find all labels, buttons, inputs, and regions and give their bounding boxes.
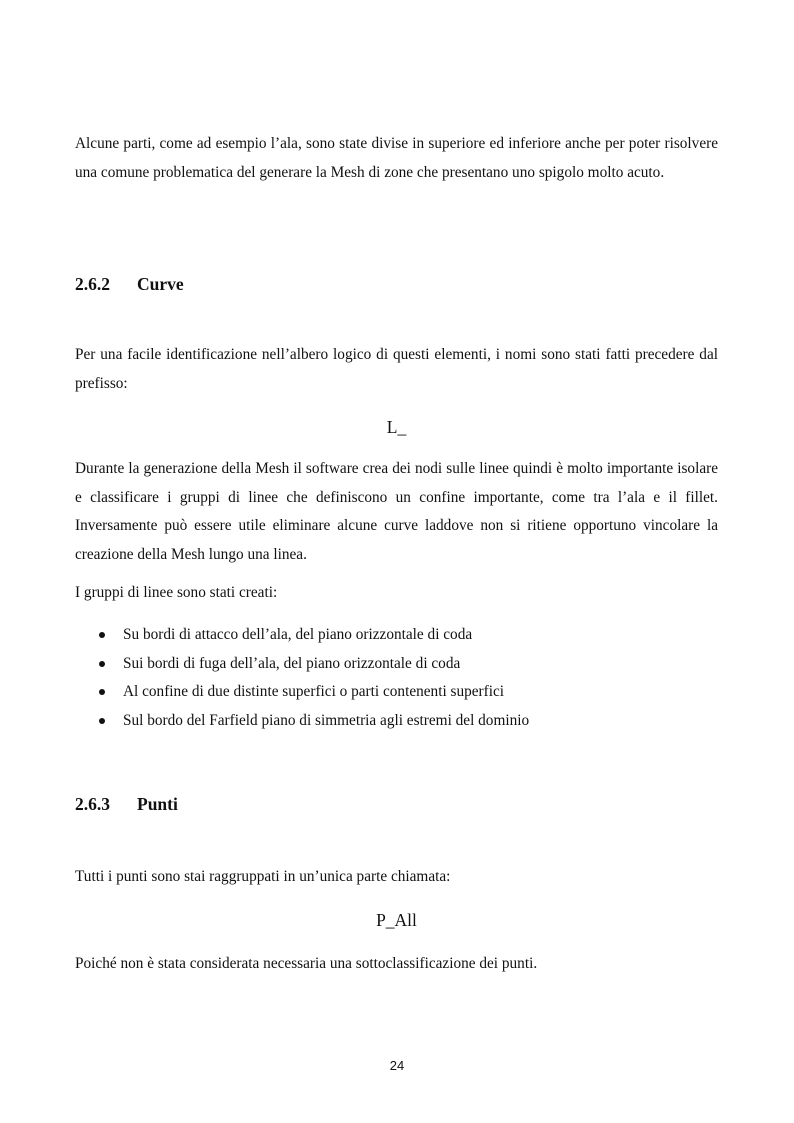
- punti-paragraph-2: Poiché non è stata considerata necessaria una sottoclassificazione dei punti.: [75, 955, 538, 972]
- list-item-text: Su bordi di attacco dell’ala, del piano orizzontale di coda: [123, 626, 473, 643]
- section-number: 2.6.3: [75, 794, 110, 814]
- bullet-icon: [99, 632, 105, 638]
- prefix-label: L_: [386, 417, 407, 437]
- bullet-icon: [99, 689, 105, 695]
- curve-paragraph-2: Durante la generazione della Mesh il software crea dei nodi sulle linee quindi è molto importante isolare e classificare i gruppi di linee che definiscono un confine importante, come tra l’ala e il fillet. Inversamente può essere utile eliminare alcune curve laddove non si ritiene opportuno vincolare la creazione della Mesh lungo una linea.: [75, 460, 718, 563]
- section-number: 2.6.2: [75, 274, 110, 294]
- list-item-text: Sui bordi di fuga dell’ala, del piano orizzontale di coda: [123, 654, 461, 672]
- list-item-text: Sul bordo del Farfield piano di simmetria agli estremi del dominio: [123, 712, 530, 730]
- section-heading-punti: [75, 792, 178, 816]
- list-item: [75, 678, 718, 707]
- section-title: Punti: [137, 794, 178, 814]
- bullet-icon: [99, 718, 105, 724]
- page-number: 24: [389, 1058, 405, 1073]
- list-item-text: Al confine di due distinte superfici o parti contenenti superfici: [123, 683, 505, 701]
- part-name-label: P_All: [376, 910, 417, 930]
- section-title: Curve: [137, 274, 184, 294]
- punti-paragraph-1: Tutti i punti sono stai raggruppati in un’unica parte chiamata:: [75, 868, 451, 885]
- list-item: [75, 621, 718, 650]
- section-heading-curve: [75, 272, 184, 296]
- list-item: [75, 707, 718, 736]
- curve-paragraph-3: I gruppi di linee sono stati creati:: [75, 584, 278, 601]
- intro-paragraph: Alcune parti, come ad esempio l’ala, sono state divise in superiore ed inferiore anche per poter risolvere una comune problematica del generare la Mesh di zone che presentano uno spigolo molto acuto.: [75, 135, 718, 181]
- list-item: [75, 650, 718, 679]
- curve-paragraph-1: Per una facile identificazione nell’albero logico di questi elementi, i nomi sono stati fatti precedere dal prefisso:: [75, 346, 718, 392]
- bullet-icon: [99, 661, 105, 667]
- line-groups-list: [75, 621, 718, 736]
